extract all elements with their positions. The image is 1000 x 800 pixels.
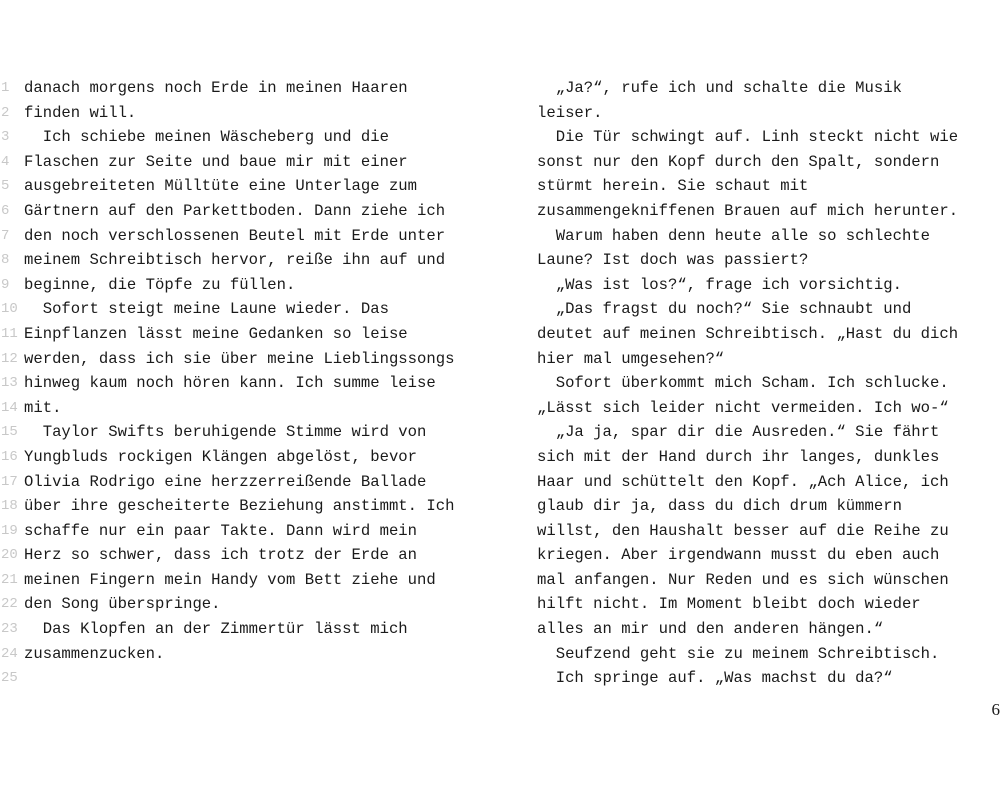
line-text: beginne, die Töpfe zu füllen. (24, 275, 296, 294)
line-text: danach morgens noch Erde in meinen Haaren (24, 79, 408, 97)
text-line (0, 371, 500, 396)
text-line (0, 101, 500, 126)
line-number: 13 (1, 375, 18, 392)
line-text: leiser. (537, 103, 603, 122)
line-number: 2 (1, 104, 10, 121)
line-number: 22 (1, 596, 18, 613)
line-text: hier mal umgesehen?“ (537, 349, 725, 368)
line-text: alles an mir und den anderen hängen.“ (537, 620, 884, 639)
line-text: Ich schiebe meinen Wäscheberg und die (24, 128, 389, 147)
text-line (0, 297, 500, 322)
line-text: Laune? Ist doch was passiert? (537, 251, 809, 270)
line-text: „Lässt sich leider nicht vermeiden. Ich wo-“ (537, 398, 949, 417)
line-number: 14 (1, 399, 18, 416)
line-text: sich mit der Hand durch ihr langes, dunkles (537, 447, 940, 466)
line-number: 19 (1, 522, 18, 539)
text-line (0, 273, 500, 298)
text-line (537, 322, 997, 347)
text-line (537, 543, 997, 568)
line-text: über ihre gescheiterte Beziehung anstimmt. Ich (24, 497, 455, 516)
line-text: meinem Schreibtisch hervor, reiße ihn auf und (24, 251, 446, 270)
line-text: Olivia Rodrigo eine herzzerreißende Ballade (24, 472, 427, 491)
text-line (537, 224, 997, 249)
line-text: meinen Fingern mein Handy vom Bett ziehe und (24, 570, 436, 589)
line-text: Gärtnern auf den Parkettboden. Dann ziehe ich (24, 201, 446, 220)
text-line (0, 519, 500, 544)
line-text: Seufzend geht sie zu meinem Schreibtisch. (537, 644, 940, 663)
line-text: Warum haben denn heute alle so schlechte (537, 226, 931, 245)
line-number: 7 (1, 227, 10, 244)
line-number: 15 (1, 424, 18, 441)
line-text: werden, dass ich sie über meine Lieblingssongs (24, 349, 455, 368)
text-line (0, 568, 500, 593)
right-text-column (537, 76, 997, 691)
text-line (537, 101, 997, 126)
line-text: „Ja ja, spar dir die Ausreden.“ Sie fährt (537, 423, 940, 442)
line-number: 12 (1, 350, 18, 367)
line-number: 20 (1, 547, 18, 564)
text-line (0, 543, 500, 568)
line-number: 18 (1, 498, 18, 515)
line-text: hilft nicht. Im Moment bleibt doch wieder (537, 595, 921, 614)
text-line (537, 150, 997, 175)
text-line (0, 248, 500, 273)
text-line (537, 248, 997, 273)
text-line (537, 445, 997, 470)
line-number: 24 (1, 645, 18, 662)
line-number: 4 (1, 153, 10, 170)
line-text: „Das fragst du noch?“ Sie schnaubt und (537, 300, 912, 319)
text-line (0, 347, 500, 372)
text-line (0, 224, 500, 249)
line-text: Das Klopfen an der Zimmertür lässt mich (24, 620, 408, 639)
text-line (537, 371, 997, 396)
text-line (537, 199, 997, 224)
line-text: mit. (24, 398, 62, 417)
line-text: Sofort steigt meine Laune wieder. Das (24, 300, 389, 319)
text-line (0, 174, 500, 199)
line-text: Herz so schwer, dass ich trotz der Erde an (24, 546, 418, 565)
line-text: Yungbluds rockigen Klängen abgelöst, bevor (24, 447, 418, 466)
line-text: „Was ist los?“, frage ich vorsichtig. (537, 275, 902, 294)
text-line (537, 125, 997, 150)
text-line (0, 592, 500, 617)
text-line (0, 199, 500, 224)
line-text: sonst nur den Kopf durch den Spalt, sondern (537, 152, 940, 171)
line-text: Taylor Swifts beruhigende Stimme wird von (24, 423, 427, 442)
line-number: 17 (1, 473, 18, 490)
line-text: zusammengekniffenen Brauen auf mich herunter. (537, 201, 959, 220)
text-line (537, 592, 997, 617)
text-line (537, 666, 997, 691)
line-number: 11 (1, 325, 18, 342)
line-text: hinweg kaum noch hören kann. Ich summe leise (24, 374, 436, 393)
text-line (537, 519, 997, 544)
line-text: ausgebreiteten Mülltüte eine Unterlage zum (24, 177, 418, 196)
line-number: 6 (1, 202, 10, 219)
line-text: Ich springe auf. „Was machst du da?“ (537, 669, 893, 688)
line-text: Flaschen zur Seite und baue mir mit einer (24, 152, 408, 171)
text-line (537, 347, 997, 372)
line-text: deutet auf meinen Schreibtisch. „Hast du dich (537, 324, 959, 343)
left-text-column (0, 76, 500, 691)
line-text: Sofort überkommt mich Scham. Ich schlucke. (537, 374, 949, 393)
text-line (0, 445, 500, 470)
text-line (537, 617, 997, 642)
line-text: Einpflanzen lässt meine Gedanken so leise (24, 324, 408, 343)
text-line (0, 396, 500, 421)
line-number: 10 (1, 301, 18, 318)
line-text: mal anfangen. Nur Reden und es sich wünschen (537, 570, 949, 589)
line-text: kriegen. Aber irgendwann musst du eben auch (537, 546, 940, 565)
text-line (537, 642, 997, 667)
text-line (0, 642, 500, 667)
text-line (537, 76, 997, 101)
text-line (537, 396, 997, 421)
line-number: 16 (1, 448, 18, 465)
line-text: glaub dir ja, dass du dich drum kümmern (537, 497, 902, 516)
text-line (0, 150, 500, 175)
line-number: 5 (1, 178, 10, 195)
text-line (0, 666, 500, 691)
line-text: Die Tür schwingt auf. Linh steckt nicht wie (537, 128, 959, 147)
text-line (0, 617, 500, 642)
text-line (537, 174, 997, 199)
page-number: 6 (991, 700, 1000, 719)
line-text: willst, den Haushalt besser auf die Reihe zu (537, 521, 949, 540)
text-line (537, 568, 997, 593)
line-text: den noch verschlossenen Beutel mit Erde unter (24, 226, 446, 245)
line-number: 23 (1, 621, 18, 638)
text-line (0, 470, 500, 495)
text-line (537, 494, 997, 519)
line-text: finden will. (24, 103, 137, 122)
line-number: 3 (1, 129, 10, 146)
line-text: schaffe nur ein paar Takte. Dann wird mein (24, 521, 418, 540)
text-line (0, 494, 500, 519)
text-line (537, 470, 997, 495)
line-text: zusammenzucken. (24, 644, 165, 663)
text-line (0, 76, 500, 101)
text-line (537, 420, 997, 445)
text-line (537, 297, 997, 322)
line-text: Haar und schüttelt den Kopf. „Ach Alice, ich (537, 472, 949, 491)
text-line (0, 420, 500, 445)
text-line (0, 125, 500, 150)
line-text: „Ja?“, rufe ich und schalte die Musik (537, 79, 902, 97)
line-number: 21 (1, 571, 18, 588)
text-line (537, 273, 997, 298)
line-number: 1 (1, 80, 10, 96)
line-number: 25 (1, 670, 18, 687)
line-number: 9 (1, 276, 10, 293)
line-number: 8 (1, 252, 10, 269)
line-text: den Song überspringe. (24, 595, 221, 614)
line-text: stürmt herein. Sie schaut mit (537, 177, 809, 196)
text-line (0, 322, 500, 347)
